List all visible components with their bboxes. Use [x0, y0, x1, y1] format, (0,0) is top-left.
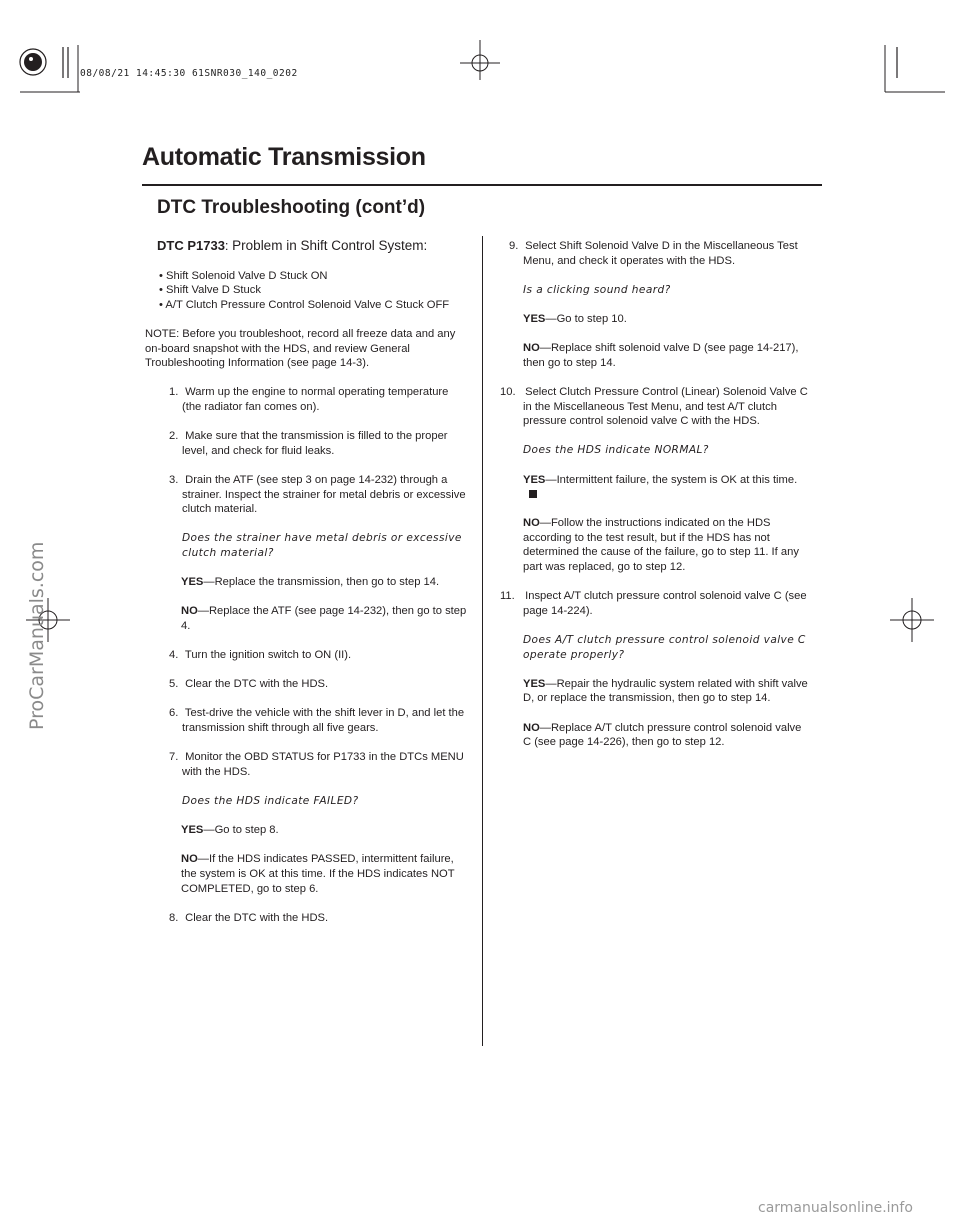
step-7-no: NO—If the HDS indicates PASSED, intermittent failure, the system is OK at this time. If the HDS indicates NOT COMPLETED, go to step 6.: [181, 853, 455, 895]
crop-marks: [0, 0, 960, 120]
step-11-yes: YES—Repair the hydraulic system related with shift valve D, or replace the transmission, then go to step 14.: [523, 677, 808, 705]
section-title: DTC Troubleshooting (cont’d): [157, 197, 426, 218]
title-rule: [142, 184, 822, 186]
step-5: 5. Clear the DTC with the HDS.: [169, 678, 329, 691]
step-9-question: Is a clicking sound heard?: [523, 283, 671, 296]
step-3-yes: YES—Replace the transmission, then go to step 14.: [181, 576, 440, 589]
print-stamp: 08/08/21 14:45:30 61SNR030_140_0202: [80, 68, 298, 79]
list-item: • A/T Clutch Pressure Control Solenoid Valve C Stuck OFF: [159, 298, 450, 311]
step-1: 1. Warm up the engine to normal operating temperature (the radiator fan comes on).: [169, 386, 449, 413]
dtc-heading: [145, 238, 468, 254]
step-10: 10. Select Clutch Pressure Control (Linear) Solenoid Valve C in the Miscellaneous Test Menu, and test A/T clutch pressure control solenoid valve C with the HDS.: [500, 385, 808, 428]
list-item: • Shift Solenoid Valve D Stuck ON: [159, 269, 328, 282]
step-10-no: NO—Follow the instructions indicated on the HDS according to the test result, but if the HDS has not determined the cause of the failure, go to step 11. If any part was replaced, go to step 12.: [523, 517, 799, 574]
dtc-colon: :: [224, 238, 229, 253]
list-item: • Shift Valve D Stuck: [159, 284, 261, 297]
right-column: [500, 239, 810, 750]
page-title: Automatic Transmission: [142, 143, 426, 171]
step-7-yes: YES—Go to step 8.: [181, 824, 279, 837]
step-11-no: NO—Replace A/T clutch pressure control solenoid valve C (see page 14-226), then go to step 12.: [523, 721, 802, 749]
step-7: 7. Monitor the OBD STATUS for P1733 in the DTCs MENU with the HDS.: [169, 751, 464, 778]
footer-watermark: carmanualsonline.info: [758, 1200, 913, 1216]
registration-target-icon: [20, 49, 46, 75]
step-3-question: Does the strainer have metal debris or excessive clutch material?: [182, 532, 462, 559]
step-11: 11. Inspect A/T clutch pressure control solenoid valve C (see page 14-224).: [500, 590, 807, 617]
step-4: 4. Turn the ignition switch to ON (II).: [169, 649, 352, 662]
step-8: 8. Clear the DTC with the HDS.: [169, 911, 329, 924]
step-3-no: NO—Replace the ATF (see page 14-232), then go to step 4.: [181, 605, 467, 632]
dtc-code: DTC P1733: [157, 238, 225, 253]
step-7-question: Does the HDS indicate FAILED?: [182, 794, 359, 807]
step-9-yes: YES—Go to step 10.: [523, 312, 627, 325]
step-10-question: Does the HDS indicate NORMAL?: [523, 444, 709, 457]
step-3: 3. Drain the ATF (see step 3 on page 14-232) through a strainer. Inspect the strainer for metal debris or excessive clutch material.: [169, 473, 466, 516]
step-11-question: Does A/T clutch pressure control solenoid valve C operate properly?: [523, 634, 806, 661]
left-column: [145, 238, 468, 925]
side-crop-marks: [0, 590, 960, 650]
step-10-yes: YES—Intermittent failure, the system is OK at this time.: [500, 473, 810, 502]
step-6: 6. Test-drive the vehicle with the shift lever in D, and let the transmission shift through all five gears.: [169, 707, 465, 734]
step-2: 2. Make sure that the transmission is filled to the proper level, and check for fluid leaks.: [169, 430, 448, 457]
dtc-description: Problem in Shift Control System:: [232, 238, 428, 253]
end-of-procedure-icon: [529, 490, 537, 498]
note-text: NOTE: Before you troubleshoot, record all freeze data and any on-board snapshot with the HDS, and review General Troubleshooting Information (see page 14-3).: [145, 327, 456, 370]
side-watermark: ProCarManuals.com: [26, 541, 48, 730]
step-9-no: NO—Replace shift solenoid valve D (see page 14-217), then go to step 14.: [523, 342, 799, 369]
step-9: 9. Select Shift Solenoid Valve D in the Miscellaneous Test Menu, and check it operates with the HDS.: [509, 240, 798, 267]
